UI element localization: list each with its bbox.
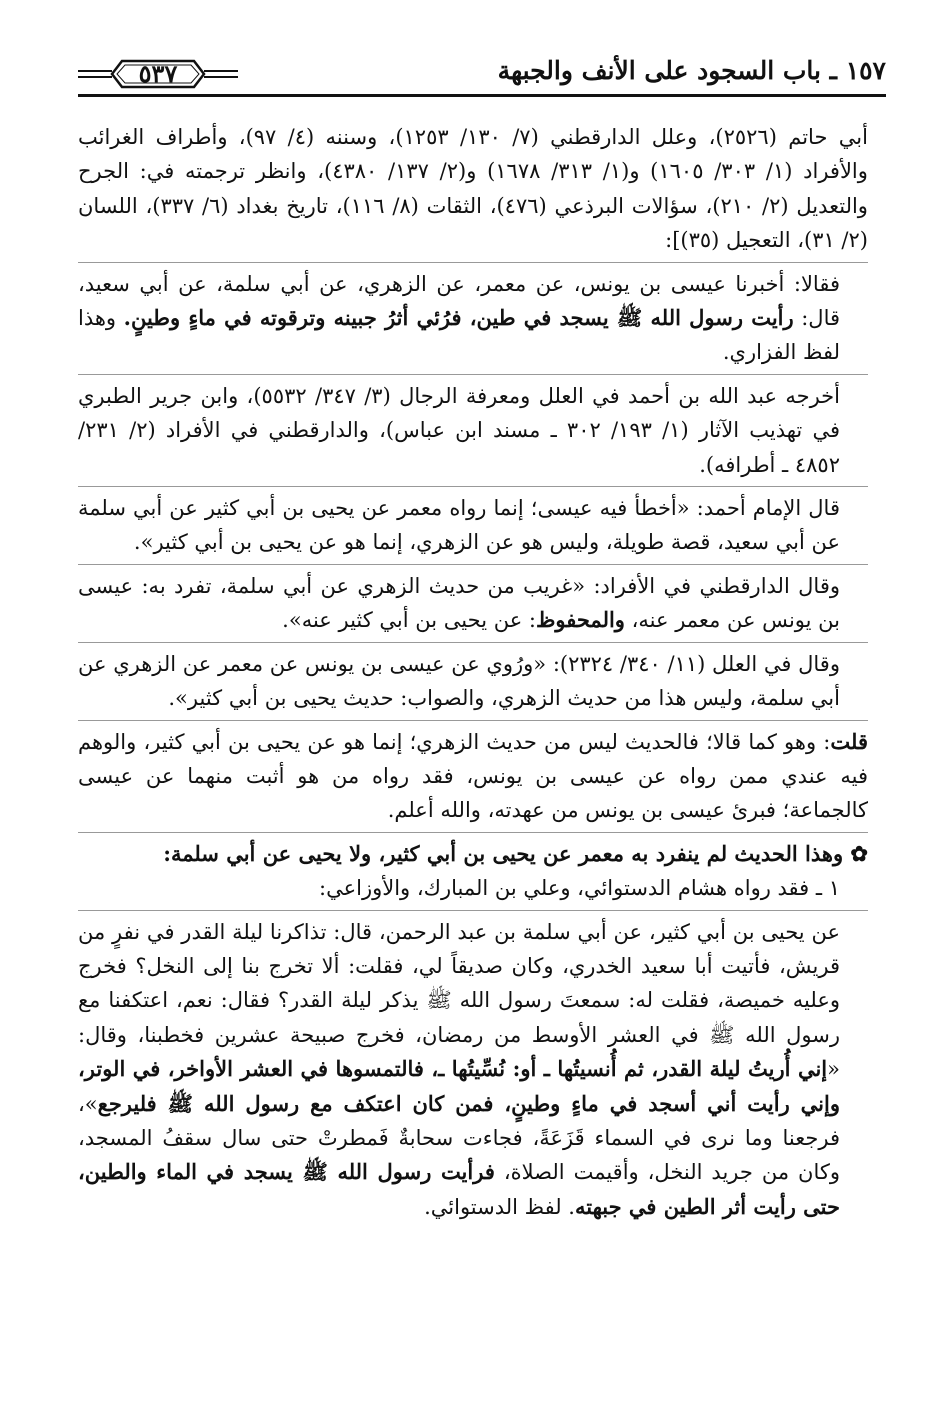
paragraph-mid: »، فرجعنا وما نرى في السماء قَزَعَةً، فجاءت سحابةٌ فَمطرتْ حتى سال سقفُ المسجد، وكان من جريد النخل، وأقيمت الصلاة، — [78, 1091, 840, 1185]
paragraph — [78, 915, 868, 1225]
chapter-title: ١٥٧ ـ باب السجود على الأنف والجبهة — [497, 56, 886, 85]
paragraph — [78, 491, 868, 560]
paragraph-tail: . لفظ الدستوائي. — [424, 1194, 575, 1219]
emphasis-term: والمحفوظ — [535, 607, 625, 633]
page-number-ornament — [78, 58, 238, 90]
author-comment-label: قلت — [830, 728, 868, 754]
paragraph-lead: فقالا: أخبرنا عيسى بن يونس، عن معمر، عن الزهري، عن أبي سلمة، عن أبي سعيد، قال: — [78, 271, 841, 331]
paragraph-divider — [78, 832, 868, 833]
paragraph-text: وقال في العلل (١١/ ٣٤٠/ ٢٣٢٤): «ورُوي عن عيسى بن يونس عن معمر عن الزهري عن أبي سلمة، وليس هذا من حديث الزهري، والصواب: حديث يحيى بن أبي كثير». — [78, 651, 840, 711]
numbered-item — [78, 871, 868, 905]
paragraph-text: قال الإمام أحمد: «أخطأ فيه عيسى؛ إنما رواه معمر عن يحيى بن أبي كثير عن أبي سلمة عن أبي سعيد، قصة طويلة، وليس هو عن الزهري، إنما هو عن يحيى بن أبي كثير». — [78, 496, 840, 555]
paragraph-divider — [78, 486, 868, 487]
paragraph-divider — [78, 642, 868, 643]
page-header — [78, 50, 886, 100]
paragraph-lead: عن يحيى بن أبي كثير، عن أبي سلمة بن عبد الرحمن، قال: تذاكرنا ليلة القدر في نفرٍ من قريش، فأتيت أبا سعيد الخدري، وكان صديقاً لي، فقلت: ألا تخرج بنا إلى النخل؟ فخرج وعليه خميصة، فقلت له: سمعتَ رسول الله ﷺ يذكر ليلة القدر؟ فقال: نعم، اعتكفنا مع رسول الله ﷺ في العشر الأوسط من رمضان، فخرج صبيحة عشرين فخطبنا، وقال: « — [78, 919, 840, 1082]
hadith-text: إني أُريتُ ليلة القدر، ثم أُنسيتُها ـ أو: نُسِّيتُها ـ، فالتمسوها في العشر الأواخر، في الوتر، وإني رأيت أني أسجد في ماءٍ وطينٍ، فمن كان اعتكف مع رسول الله ﷺ فليرجع — [78, 1056, 840, 1116]
page-number: ٥٣٧ — [138, 59, 178, 88]
paragraph-tail: : عن يحيى بن أبي كثير عنه». — [282, 608, 536, 633]
paragraph — [78, 379, 868, 482]
paragraph-text: : وهو كما قالا؛ فالحديث ليس من حديث الزهري؛ إنما هو عن يحيى بن أبي كثير، والوهم فيه عندي ممن رواه عن عيسى بن يونس، فقد رواه من هو أثبت منهما عن عيسى كالجماعة؛ فبرئ عيسى بن يونس من عهدته، والله أعلم. — [78, 729, 868, 823]
paragraph — [78, 725, 868, 828]
paragraph — [78, 647, 868, 716]
paragraph-lead: وقال الدارقطني في الأفراد: «غريب من حديث الزهري عن أبي سلمة، تفرد به: عيسى بن يونس عن معمر عنه، — [78, 573, 840, 633]
paragraph — [78, 267, 868, 370]
paragraph-tail: وهذا لفظ الفزاري. — [78, 306, 840, 365]
header-rule — [78, 94, 886, 97]
section-heading — [78, 837, 868, 871]
paragraph — [78, 120, 868, 258]
page-body — [78, 120, 868, 1224]
numbered-item-text: ١ ـ فقد رواه هشام الدستوائي، وعلي بن المبارك، والأوزاعي: — [319, 876, 840, 901]
paragraph-divider — [78, 720, 868, 721]
paragraph-divider — [78, 262, 868, 263]
paragraph-divider — [78, 564, 868, 565]
paragraph-text: أبي حاتم (٢٥٢٦)، وعلل الدارقطني (٧/ ١٣٠/ ١٢٥٣)، وسننه (٤/ ٩٧)، وأطراف الغرائب والأفراد (١/ ٣٠٣/ ١٦٠٥) و(١/ ٣١٣/ ١٦٧٨) و(٢/ ١٣٧/ ٤٣٨٠)، وانظر ترجمته في: الجرح والتعديل (٢/ ٢١٠)، سؤالات البرذعي (٤٧٦)، الثقات (٨/ ١١٦)، تاريخ بغداد (٦/ ٣٣٧)، اللسان (٢/ ٣١)، التعجيل (٣٥)]: — [78, 125, 868, 253]
paragraph-divider — [78, 374, 868, 375]
paragraph-text: أخرجه عبد الله بن أحمد في العلل ومعرفة الرجال (٣/ ٣٤٧/ ٥٥٣٢)، وابن جرير الطبري في تهذيب الآثار (١/ ١٩٣/ ٣٠٢ ـ مسند ابن عباس)، والدارقطني في الأفراد (٢/ ٢٣١/ ٤٨٥٢ ـ أطرافه). — [78, 383, 840, 477]
hadith-text: فرأيت رسول الله ﷺ يسجد في الماء والطين، حتى رأيت أثر الطين في جبهته — [78, 1159, 840, 1219]
paragraph — [78, 569, 868, 638]
section-heading-text: ✿ وهذا الحديث لم ينفرد به معمر عن يحيى بن أبي كثير، ولا يحيى عن أبي سلمة: — [163, 840, 868, 866]
hadith-text: رأيت رسول الله ﷺ يسجد في طين، فرُئي أثرُ جبينه وترقوته في ماءٍ وطينٍ. — [123, 305, 794, 331]
paragraph-divider — [78, 910, 868, 911]
